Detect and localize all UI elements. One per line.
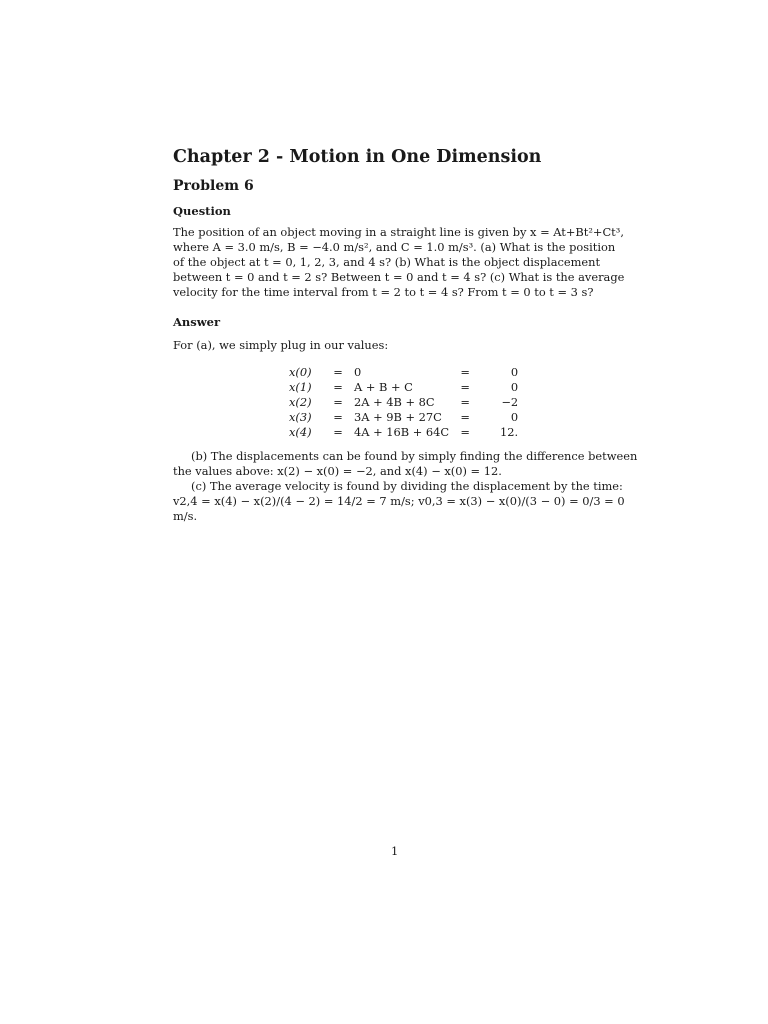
part-c-line: m/s. (173, 509, 198, 523)
part-c-line: (c) The average velocity is found by dividing the displacement by the time: (191, 479, 623, 493)
part-c-text (173, 479, 625, 524)
answer-intro: For (a), we simply plug in our values: (173, 338, 389, 352)
equals-sign: = (460, 410, 470, 424)
equation-rhs: 0 (354, 365, 362, 379)
question-line: of the object at t = 0, 1, 2, 3, and 4 s? (b) What is the object displacement (173, 255, 601, 269)
equation-rhs: A + B + C (354, 380, 413, 394)
equation-lhs: x(4) (289, 425, 312, 439)
equation-lhs: x(2) (289, 395, 312, 409)
part-b-line: the values above: x(2) − x(0) = −2, and x(4) − x(0) = 12. (173, 464, 502, 478)
equation-rhs: 2A + 4B + 8C (354, 395, 435, 409)
equals-sign: = (333, 410, 343, 424)
equation-row (289, 365, 518, 380)
chapter-title: Chapter 2 - Motion in One Dimension (173, 147, 542, 167)
equation-result: 12. (500, 425, 519, 439)
equation-row (289, 380, 518, 395)
equation-result: 0 (510, 410, 519, 424)
equation-result: −2 (501, 395, 519, 409)
problem-title: Problem 6 (173, 178, 254, 194)
equation-array (289, 365, 518, 440)
equation-result: 0 (510, 380, 519, 394)
equation-result: 0 (510, 365, 519, 379)
question-line: between t = 0 and t = 2 s? Between t = 0 and t = 4 s? (c) What is the average (173, 270, 625, 284)
equation-lhs: x(3) (289, 410, 312, 424)
equals-sign: = (333, 380, 343, 394)
equation-rhs: 3A + 9B + 27C (354, 410, 442, 424)
equation-row (289, 395, 518, 410)
equation-row (289, 410, 518, 425)
part-b-line: (b) The displacements can be found by simply finding the difference between (191, 449, 638, 463)
equation-rhs: 4A + 16B + 64C (354, 425, 450, 439)
question-line: The position of an object moving in a straight line is given by x = At+Bt²+Ct³, (173, 225, 624, 239)
equals-sign: = (460, 380, 470, 394)
equals-sign: = (333, 365, 343, 379)
equation-row (289, 425, 518, 440)
equals-sign: = (333, 395, 343, 409)
part-c-line: v2,4 = x(4) − x(2)/(4 − 2) = 14/2 = 7 m/s; v0,3 = x(3) − x(0)/(3 − 0) = 0/3 = 0 (173, 494, 625, 508)
question-line: where A = 3.0 m/s, B = −4.0 m/s², and C = 1.0 m/s³. (a) What is the position (173, 240, 616, 254)
page-number: 1 (391, 844, 399, 858)
equals-sign: = (333, 425, 343, 439)
question-heading: Question (173, 204, 231, 218)
equals-sign: = (460, 395, 470, 409)
part-b-text (173, 449, 638, 479)
question-line: velocity for the time interval from t = 2 to t = 4 s? From t = 0 to t = 3 s? (173, 285, 594, 299)
answer-heading: Answer (173, 315, 221, 329)
equation-lhs: x(1) (289, 380, 312, 394)
question-text (173, 225, 625, 300)
equals-sign: = (460, 425, 470, 439)
equation-lhs: x(0) (289, 365, 312, 379)
equals-sign: = (460, 365, 470, 379)
